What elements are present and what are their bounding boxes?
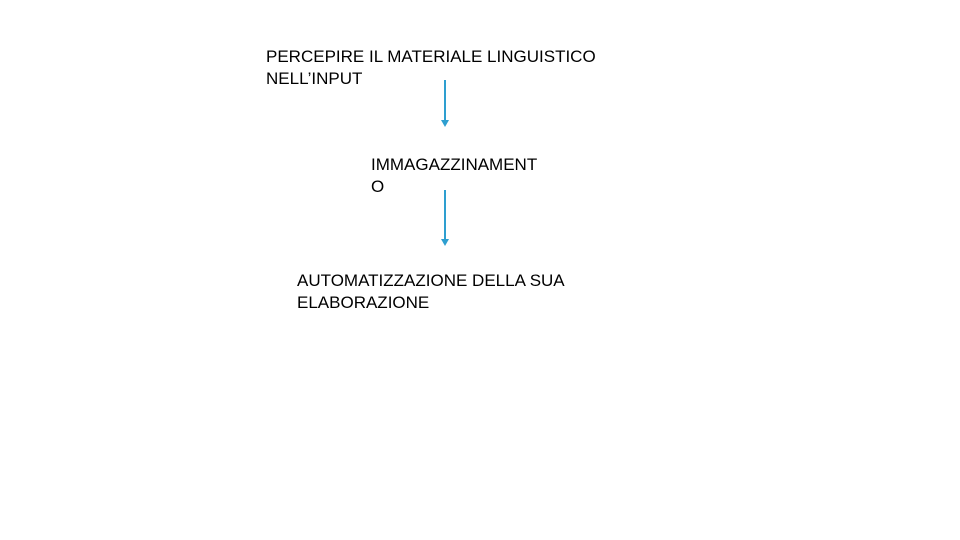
arrow-head [441,120,449,127]
flow-arrow-down-icon [437,80,453,128]
step-storage-line-2: O [371,177,385,196]
step-automation-line-2: ELABORAZIONE [297,293,430,312]
step-perceive-input-line-2: NELL’INPUT [266,69,363,88]
arrow-head [441,239,449,246]
step-automation [297,270,565,314]
step-storage [371,154,537,198]
step-automation-line-1: AUTOMATIZZAZIONE DELLA SUA [297,271,565,290]
flow-arrow-down-icon [437,190,453,248]
step-perceive-input-line-1: PERCEPIRE IL MATERIALE LINGUISTICO [266,47,596,66]
step-storage-line-1: IMMAGAZZINAMENT [371,155,538,174]
step-perceive-input [266,46,596,90]
